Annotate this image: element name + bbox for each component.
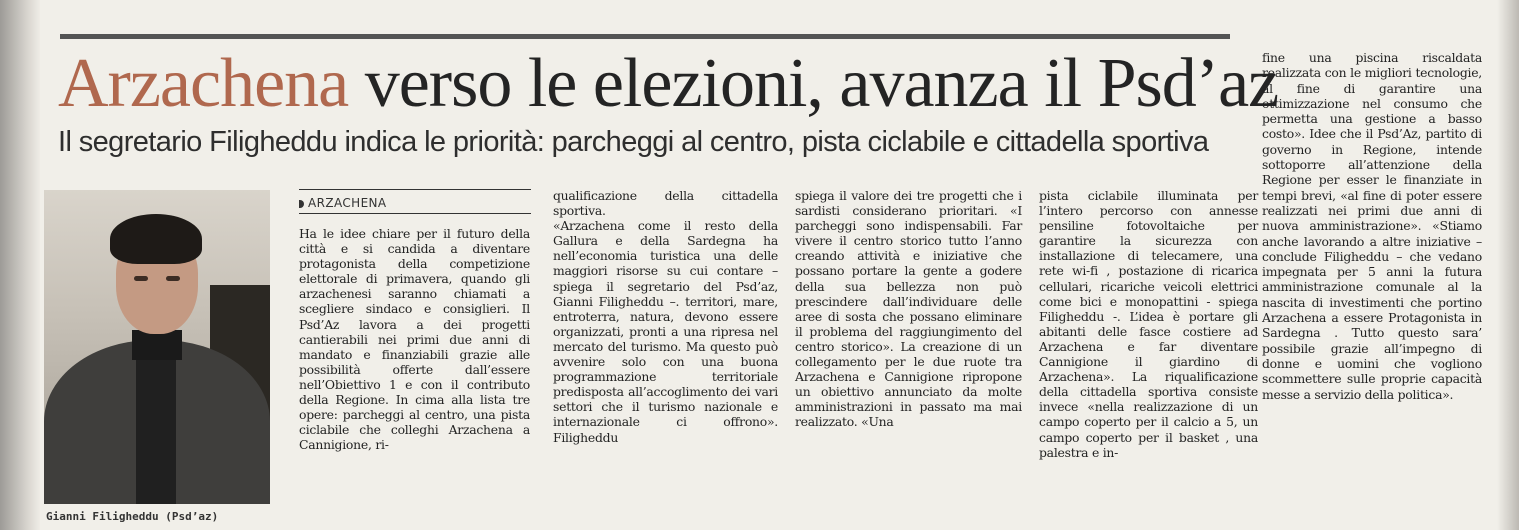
headline [58,45,1279,122]
kicker-rule-top [299,189,531,190]
article-column-1: Ha le idee chiare per il futuro della città e si candida a diventare protagonista della competizione elettorale di primavera, quando gli arzachenesi saranno chiamati a scegliere sindaco e consiglieri. Il Psd’Az lavora a dei progetti cantierabili nei primi due anni di mandato e finanziabili grazie alle possibilità offerte dall’essere nell’Obiettivo 1 e con il contributo della Regione. In cima alla lista tre opere: parcheggi al centro, una pista ciclabile che colleghi Arzachena a Cannigione, ri- [299,226,530,453]
header-rule [60,34,1230,39]
photo-hair [110,214,202,264]
photo-caption: Gianni Filigheddu (Psd’az) [46,510,219,523]
author-photo [44,190,270,504]
photo-neck [132,330,182,360]
kicker [299,196,387,210]
article-column-4: pista ciclabile illuminata per l’intero percorso con annesse pensiline fotovoltaiche per garantire la sicurezza con installazione di telecamere, una rete wi-fi , postazione di ricarica cellulari, ricariche veicoli elettrici come bici e monopattini - spiega Filigheddu -. L’idea è portare gli abitanti delle fasce costiere ad Arzachena e far diventare Cannigione il giardino di Arzachena». La riqualificazione della cittadella sportiva consiste invece «nella realizzazione di un campo coperto per il calcio a 5, un campo coperto per il basket , una palestra e in- [1039,188,1258,460]
article-column-3: spiega il valore dei tre progetti che i sardisti considerano prioritari. «I parcheggi sono indispensabili. Far vivere il centro storico tutto l’anno creando attività e iniziative che possano portare la gente a godere della sua bellezza non può prescindere dall’individuare delle aree di sosta che possano eliminare il problema del raggiungimento del centro storico». La creazione di un collegamento per le due ruote tra Arzachena e Cannigione ripropone un obiettivo annunciato da molte amministrazioni in passato ma mai realizzato. «Una [795,188,1022,430]
headline-accent-word: Arzachena [58,45,349,122]
article-column-2: qualificazione della cittadella sportiva. «Arzachena come il resto della Gallura e della Sardegna ha nell’economia turistica una delle maggiori risorse su cui contare – spiega il segretario del Psd’az, Gianni Filigheddu –. territori, mare, entroterra, natura, devono essere organizzati, pronti a una ripresa nel mercato del turismo. Ma questo può avvenire solo con una buona programmazione territoriale predisposta all’accoglimento dei vari settori che il turismo nazionale e internazionale ci offrono». Filigheddu [553,188,778,445]
headline-text: verso le elezioni, avanza il Psd’az [348,45,1279,122]
photo-eye-left [134,276,148,281]
kicker-label: ARZACHENA [308,196,387,210]
photo-eye-right [166,276,180,281]
page-fold-shadow-right [1497,0,1519,530]
photo-shirt [136,344,176,504]
page-fold-shadow-left [0,0,40,530]
subheadline: Il segretario Filigheddu indica le priorità: parcheggi al centro, pista ciclabile e cittadella sportiva [58,126,1209,158]
article-column-5: fine una piscina riscaldata realizzata con le migliori tecnologie, al fine di garantire una ottimizzazione nel consumo che permetta una gestione a basso costo». Idee che il Psd’Az, partito di governo in Regione, intende sottoporre all’attenzione della Regione per esser le finanziate in tempi brevi, «al fine di poter essere realizzati nei primi due anni di nuova amministrazione». «Stiamo anche lavorando a altre iniziative – conclude Filigheddu – che vedano impegnata per 5 anni la futura amministrazione comunale al la nascita di investimenti che portino Arzachena a essere Protagonista in Sardegna . Tutto questo sara’ possibile grazie all’impegno di donne e uomini che vogliono scommettere sulle proprie capacità messe a servizio della politica». [1262,50,1482,402]
kicker-rule-bottom [299,213,531,214]
kicker-marker-icon [299,200,304,208]
